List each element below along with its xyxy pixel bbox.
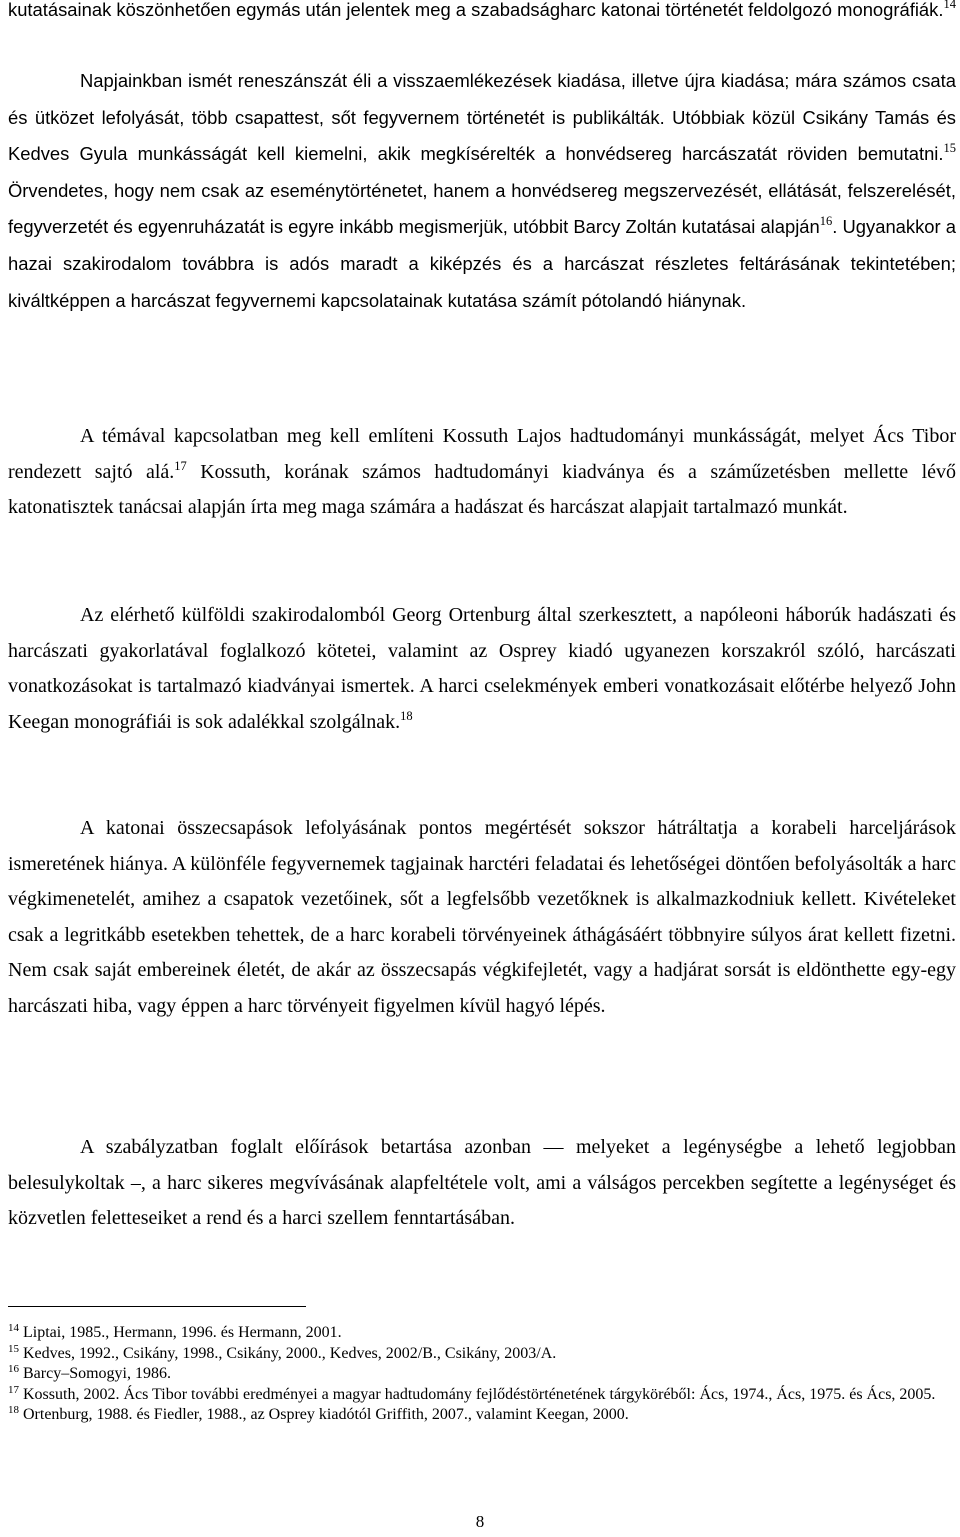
footnote-text: Kossuth, 2002. Ács Tibor további eredményei a magyar hadtudomány fejlődéstörténetének tárgyköréből: Ács, 1974., Ács, 1975. és Ács, 2005. (19, 1385, 936, 1403)
paragraph-4 (8, 598, 956, 740)
footnote-separator (8, 1306, 306, 1307)
paragraph-text: A témával kapcsolatban meg kell említeni Kossuth Lajos hadtudományi munkásságát, melyet Ács Tibor rendezett sajtó alá. (8, 425, 956, 483)
footnote-15 (8, 1344, 950, 1365)
footnote-16 (8, 1364, 950, 1385)
paragraph-6 (8, 1130, 956, 1237)
footnote-text: Liptai, 1985., Hermann, 1996. és Hermann, 2001. (19, 1324, 342, 1341)
paragraph-text: A szabályzatban foglalt előírások betartása azonban — melyeket a legénységbe a lehető legjobban belesulykoltak –, a harc sikeres megvívásának alapfeltétele volt, ami a válságos percekben segítette a legénységet és közvetlen feletteseiket a rend és a harci szellem fenntartásában. (8, 1136, 956, 1230)
paragraph-text: Örvendetes, hogy nem csak az eseménytörténetet, hanem a honvédsereg megszervezését, ellátását, felszerelését, fegyverzetét és egyenruházatát is egyre inkább megismerjük, utóbbit Barcy Zoltán kutatásai alapján (8, 179, 956, 238)
footnote-number: 17 (8, 1383, 19, 1396)
paragraph-text: . Ugyanakkor a hazai szakirodalom továbbra is adós maradt a kiképzés és a harcászat részletes feltárásának tekintetében; kiváltképpen a harcászat fegyvernemi kapcsolatainak kutatása számít pótolandó hiánynak. (8, 216, 956, 311)
footnote-text: Barcy–Somogyi, 1986. (19, 1365, 171, 1382)
footnotes (8, 1323, 950, 1426)
footnote-text: Ortenburg, 1988. és Fiedler, 1988., az Osprey kiadótól Griffith, 2007., valamint Keegan, 2000. (19, 1406, 629, 1423)
paragraph-text: Az elérhető külföldi szakirodalomból Georg Ortenburg által szerkesztett, a napóleoni háborúk hadászati és harcászati gyakorlatával foglalkozó kötetei, valamint az Osprey kiadó ugyanezen korszakról szóló, harcászati vonatkozásokat is tartalmazó kiadványai ismertek. A harci cselekmények emberi vonatkozásait előtérbe helyező John Keegan monográfiái is sok adalékkal szolgálnak. (8, 604, 956, 733)
page-number: 8 (475, 1512, 485, 1531)
footnote-ref-17: 17 (174, 458, 187, 473)
footnote-ref-16: 16 (819, 214, 833, 229)
footnote-ref-15: 15 (943, 141, 956, 156)
paragraph-1 (8, 0, 956, 29)
paragraph-3 (8, 419, 956, 526)
footnote-17 (8, 1385, 950, 1406)
paragraph-text: kutatásainak köszönhetően egymás után jelentek meg a szabadságharc katonai történetét feldolgozó monográfiák. (8, 0, 944, 20)
footnote-number: 16 (8, 1363, 19, 1375)
footnote-text: Kedves, 1992., Csikány, 1998., Csikány, 2000., Kedves, 2002/B., Csikány, 2003/A. (19, 1344, 557, 1362)
footnote-ref-18: 18 (400, 708, 413, 723)
footnote-ref-14: 14 (943, 0, 956, 11)
footnote-14 (8, 1323, 950, 1344)
paragraph-2 (8, 63, 956, 319)
footnote-number: 18 (8, 1404, 19, 1416)
paragraph-text: Kossuth, korának számos hadtudományi kiadványa és a száműzetésben mellette lévő katonatisztek tanácsai alapján írta meg maga számára a hadászat és harcászat alapjait tartalmazó munkát. (8, 460, 957, 519)
footnote-number: 15 (8, 1342, 19, 1355)
paragraph-5 (8, 811, 956, 1025)
footnote-number: 14 (8, 1322, 19, 1334)
paragraph-text: Napjainkban ismét reneszánszát éli a visszaemlékezések kiadása, illetve újra kiadása; mára számos csata és ütközet lefolyását, több csapattest, sőt fegyvernem történetét is publikálták. Utóbbiak közül Csikány Tamás és Kedves Gyula munkásságát kell kiemelni, akik megkísérelték a honvédsereg harcászatát röviden bemutatni. (8, 70, 956, 165)
paragraph-text: A katonai összecsapások lefolyásának pontos megértését sokszor hátráltatja a korabeli harceljárások ismeretének hiánya. A különféle fegyvernemek tagjainak harctéri feladatai és lehetőségei döntően befolyásolták a harc végkimenetelét, amihez a csapatok vezetőinek, sőt a legfelsőbb vezetőknek is alkalmazkodniuk kellett. Kivételeket csak a legritkább esetekben tehettek, de a harc korabeli törvényeinek áthágásáért többnyire súlyos árat kellett fizetni. Nem csak saját embereinek életét, de akár az összecsapás végkifejletét, vagy a hadjárat sorsát is eldönthette egy-egy harcászati hiba, vagy éppen a harc törvényeit figyelmen kívül hagyó lépés. (8, 817, 956, 1017)
footnote-18 (8, 1405, 950, 1426)
